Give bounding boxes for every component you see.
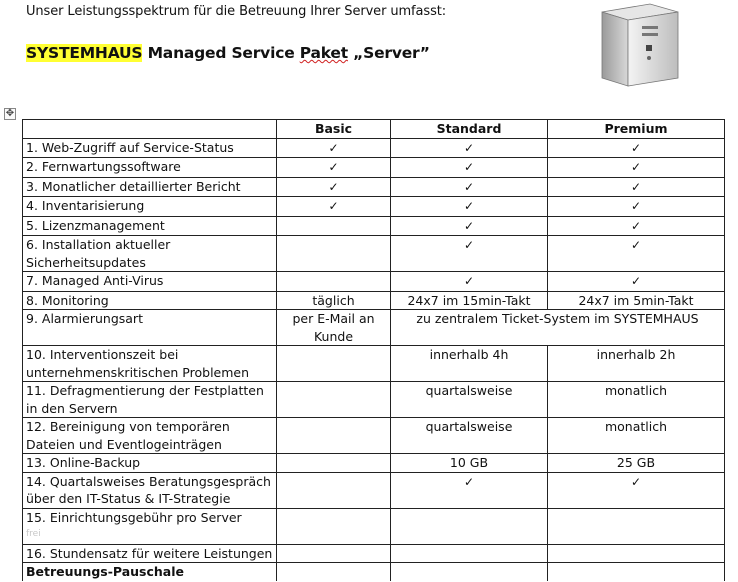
feature-label: 15. Einrichtungsgebühr pro Server frei: [23, 508, 277, 544]
premium-cell: 25 GB: [548, 454, 725, 473]
table-row: [23, 197, 725, 217]
premium-cell: [548, 272, 725, 292]
basic-cell: [277, 382, 391, 418]
standard-cell: quartalsweise: [391, 418, 548, 454]
table-row: [23, 216, 725, 236]
feature-label: 8. Monitoring: [23, 291, 277, 310]
standard-cell: [391, 272, 548, 292]
check-icon: ✓: [630, 274, 642, 288]
header-standard: Standard: [391, 120, 548, 139]
standard-cell: [391, 472, 548, 508]
basic-cell: [277, 158, 391, 178]
table-row: [23, 158, 725, 178]
standard-cell: [391, 236, 548, 272]
basic-cell: [277, 177, 391, 197]
table-row: [23, 454, 725, 473]
feature-label: 16. Stundensatz für weitere Leistungen: [23, 544, 277, 563]
table-row: [23, 177, 725, 197]
standard-cell: [391, 544, 548, 563]
check-icon: ✓: [630, 238, 642, 252]
check-icon: ✓: [463, 160, 475, 174]
basic-cell: [277, 216, 391, 236]
headline-part-b: Paket: [299, 44, 348, 62]
feature-label: 6. Installation aktueller Sicherheitsupdates: [23, 236, 277, 272]
server-tower-icon: [598, 0, 680, 88]
premium-cell: [548, 216, 725, 236]
table-row: [23, 382, 725, 418]
table-row: [23, 138, 725, 158]
check-icon: ✓: [463, 274, 475, 288]
premium-cell: [548, 197, 725, 217]
faint-note: frei: [26, 529, 41, 539]
feature-label: 5. Lizenzmanagement: [23, 216, 277, 236]
table-row: [23, 272, 725, 292]
footer-basic: [277, 563, 391, 581]
check-icon: ✓: [463, 238, 475, 252]
check-icon: ✓: [463, 140, 475, 155]
standard-cell: 24x7 im 15min-Takt: [391, 291, 548, 310]
standard-cell: [391, 177, 548, 197]
footer-premium: [548, 563, 725, 581]
standard-cell: [391, 508, 548, 544]
headline-part-c: „Server”: [347, 44, 430, 62]
headline-part-a: Managed Service: [142, 44, 300, 62]
brand-highlight: SYSTEMHAUS: [26, 44, 143, 62]
standard-premium-cell: zu zentralem Ticket-System im SYSTEMHAUS: [391, 310, 725, 346]
basic-cell: [277, 544, 391, 563]
standard-cell: innerhalb 4h: [391, 346, 548, 382]
premium-cell: [548, 177, 725, 197]
basic-cell: [277, 197, 391, 217]
footer-label: Betreuungs-Pauschale: [23, 563, 277, 581]
check-icon: ✓: [328, 179, 339, 194]
table-row: [23, 544, 725, 563]
premium-cell: [548, 138, 725, 158]
check-icon: ✓: [328, 199, 339, 213]
check-icon: ✓: [630, 160, 642, 174]
basic-cell: [277, 138, 391, 158]
feature-label: 10. Interventionszeit bei unternehmenskritischen Problemen: [23, 346, 277, 382]
premium-cell: innerhalb 2h: [548, 346, 725, 382]
package-headline: [26, 44, 430, 62]
table-row: [23, 508, 725, 544]
premium-cell: [548, 236, 725, 272]
table-row: [23, 291, 725, 310]
check-icon: ✓: [463, 218, 475, 233]
basic-cell: [277, 236, 391, 272]
feature-label: 4. Inventarisierung: [23, 197, 277, 217]
premium-cell: [548, 158, 725, 178]
check-icon: ✓: [630, 474, 642, 489]
feature-label: 9. Alarmierungsart: [23, 310, 277, 346]
check-icon: ✓: [630, 140, 642, 155]
header-feature: [23, 120, 277, 139]
header-basic: Basic: [277, 120, 391, 139]
check-icon: ✓: [328, 140, 339, 155]
feature-label: 14. Quartalsweises Beratungsgespräch über den IT-Status & IT-Strategie: [23, 472, 277, 508]
basic-cell: per E-Mail an Kunde: [277, 310, 391, 346]
table-row: [23, 236, 725, 272]
standard-cell: [391, 158, 548, 178]
premium-cell: [548, 544, 725, 563]
footer-row: [23, 563, 725, 581]
feature-label: 12. Bereinigung von temporären Dateien und Eventlogeinträgen: [23, 418, 277, 454]
basic-cell: [277, 272, 391, 292]
feature-label: 1. Web-Zugriff auf Service-Status: [23, 138, 277, 158]
basic-cell: [277, 418, 391, 454]
footer-standard: [391, 563, 548, 581]
check-icon: ✓: [463, 199, 475, 213]
premium-cell: 24x7 im 5min-Takt: [548, 291, 725, 310]
basic-cell: [277, 454, 391, 473]
feature-label: 3. Monatlicher detaillierter Bericht: [23, 177, 277, 197]
header-premium: Premium: [548, 120, 725, 139]
check-icon: ✓: [463, 179, 475, 194]
check-icon: ✓: [463, 474, 475, 489]
feature-label: 13. Online-Backup: [23, 454, 277, 473]
premium-cell: monatlich: [548, 382, 725, 418]
feature-label: 2. Fernwartungssoftware: [23, 158, 277, 178]
basic-cell: [277, 508, 391, 544]
premium-cell: [548, 508, 725, 544]
table-move-handle-icon[interactable]: ✥: [5, 108, 15, 119]
standard-cell: 10 GB: [391, 454, 548, 473]
table-row: [23, 418, 725, 454]
service-table: [22, 119, 725, 581]
standard-cell: [391, 197, 548, 217]
premium-cell: monatlich: [548, 418, 725, 454]
table-row: [23, 310, 725, 346]
standard-cell: [391, 216, 548, 236]
check-icon: ✓: [328, 160, 339, 174]
feature-label: 7. Managed Anti-Virus: [23, 272, 277, 292]
premium-cell: [548, 472, 725, 508]
table-row: [23, 346, 725, 382]
basic-cell: [277, 472, 391, 508]
table-row: [23, 472, 725, 508]
check-icon: ✓: [630, 218, 642, 233]
feature-label: 11. Defragmentierung der Festplatten in den Servern: [23, 382, 277, 418]
table-header-row: [23, 120, 725, 139]
basic-cell: [277, 346, 391, 382]
standard-cell: [391, 138, 548, 158]
standard-cell: quartalsweise: [391, 382, 548, 418]
intro-text: Unser Leistungsspektrum für die Betreuung Ihrer Server umfasst:: [26, 4, 447, 19]
check-icon: ✓: [630, 179, 642, 194]
basic-cell: täglich: [277, 291, 391, 310]
check-icon: ✓: [630, 199, 642, 213]
